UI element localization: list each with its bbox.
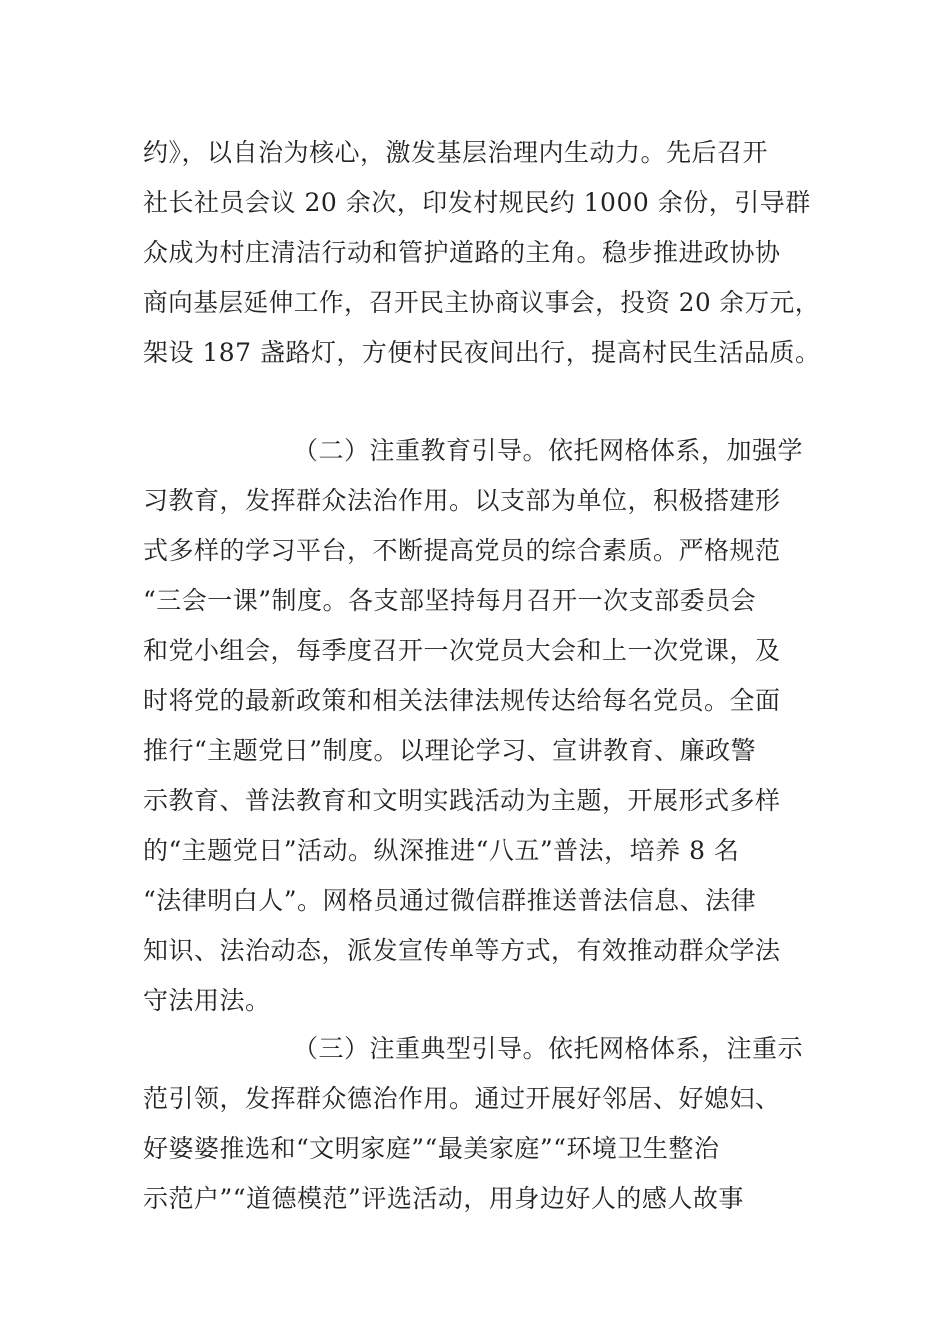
- text-line: 商向基层延伸工作，召开民主协商议事会，投资 20 余万元，: [143, 288, 820, 317]
- text-line: 推行“主题党日”制度。以理论学习、宣讲教育、廉政警: [143, 736, 757, 765]
- text-line: 好婆婆推选和“文明家庭”“最美家庭”“环境卫生整治: [143, 1134, 720, 1163]
- section-heading-line: （二）注重教育引导。依托网格体系，加强学: [293, 436, 804, 465]
- text-line: 时将党的最新政策和相关法律法规传达给每名党员。全面: [143, 686, 781, 715]
- text-line: 架设 187 盏路灯，方便村民夜间出行，提高村民生活品质。: [143, 338, 821, 367]
- text-line: “三会一课”制度。各支部坚持每月召开一次支部委员会: [143, 586, 757, 615]
- section-heading-line: （三）注重典型引导。依托网格体系，注重示: [293, 1034, 804, 1063]
- text-line: 知识、法治动态，派发宣传单等方式，有效推动群众学法: [143, 936, 781, 965]
- text-line: 社长社员会议 20 余次，印发村规民约 1000 余份，引导群: [143, 188, 811, 217]
- text-line: 守法用法。: [143, 986, 271, 1015]
- text-line: 和党小组会，每季度召开一次党员大会和上一次党课，及: [143, 636, 781, 665]
- text-line: 约》，以自治为核心，激发基层治理内生动力。先后召开: [143, 138, 769, 167]
- text-line: “法律明白人”。网格员通过微信群推送普法信息、法律: [143, 886, 757, 915]
- text-line: 习教育，发挥群众法治作用。以支部为单位，积极搭建形: [143, 486, 781, 515]
- text-line: 式多样的学习平台，不断提高党员的综合素质。严格规范: [143, 536, 781, 565]
- text-line: 范引领，发挥群众德治作用。通过开展好邻居、好媳妇、: [143, 1084, 781, 1113]
- text-line: 示范户”“道德模范”评选活动，用身边好人的感人故事: [143, 1184, 744, 1213]
- text-line: 的“主题党日”活动。纵深推进“八五”普法，培养 8 名: [143, 836, 740, 865]
- text-line: 众成为村庄清洁行动和管护道路的主角。稳步推进政协协: [143, 238, 781, 267]
- text-line: 示教育、普法教育和文明实践活动为主题，开展形式多样: [143, 786, 781, 815]
